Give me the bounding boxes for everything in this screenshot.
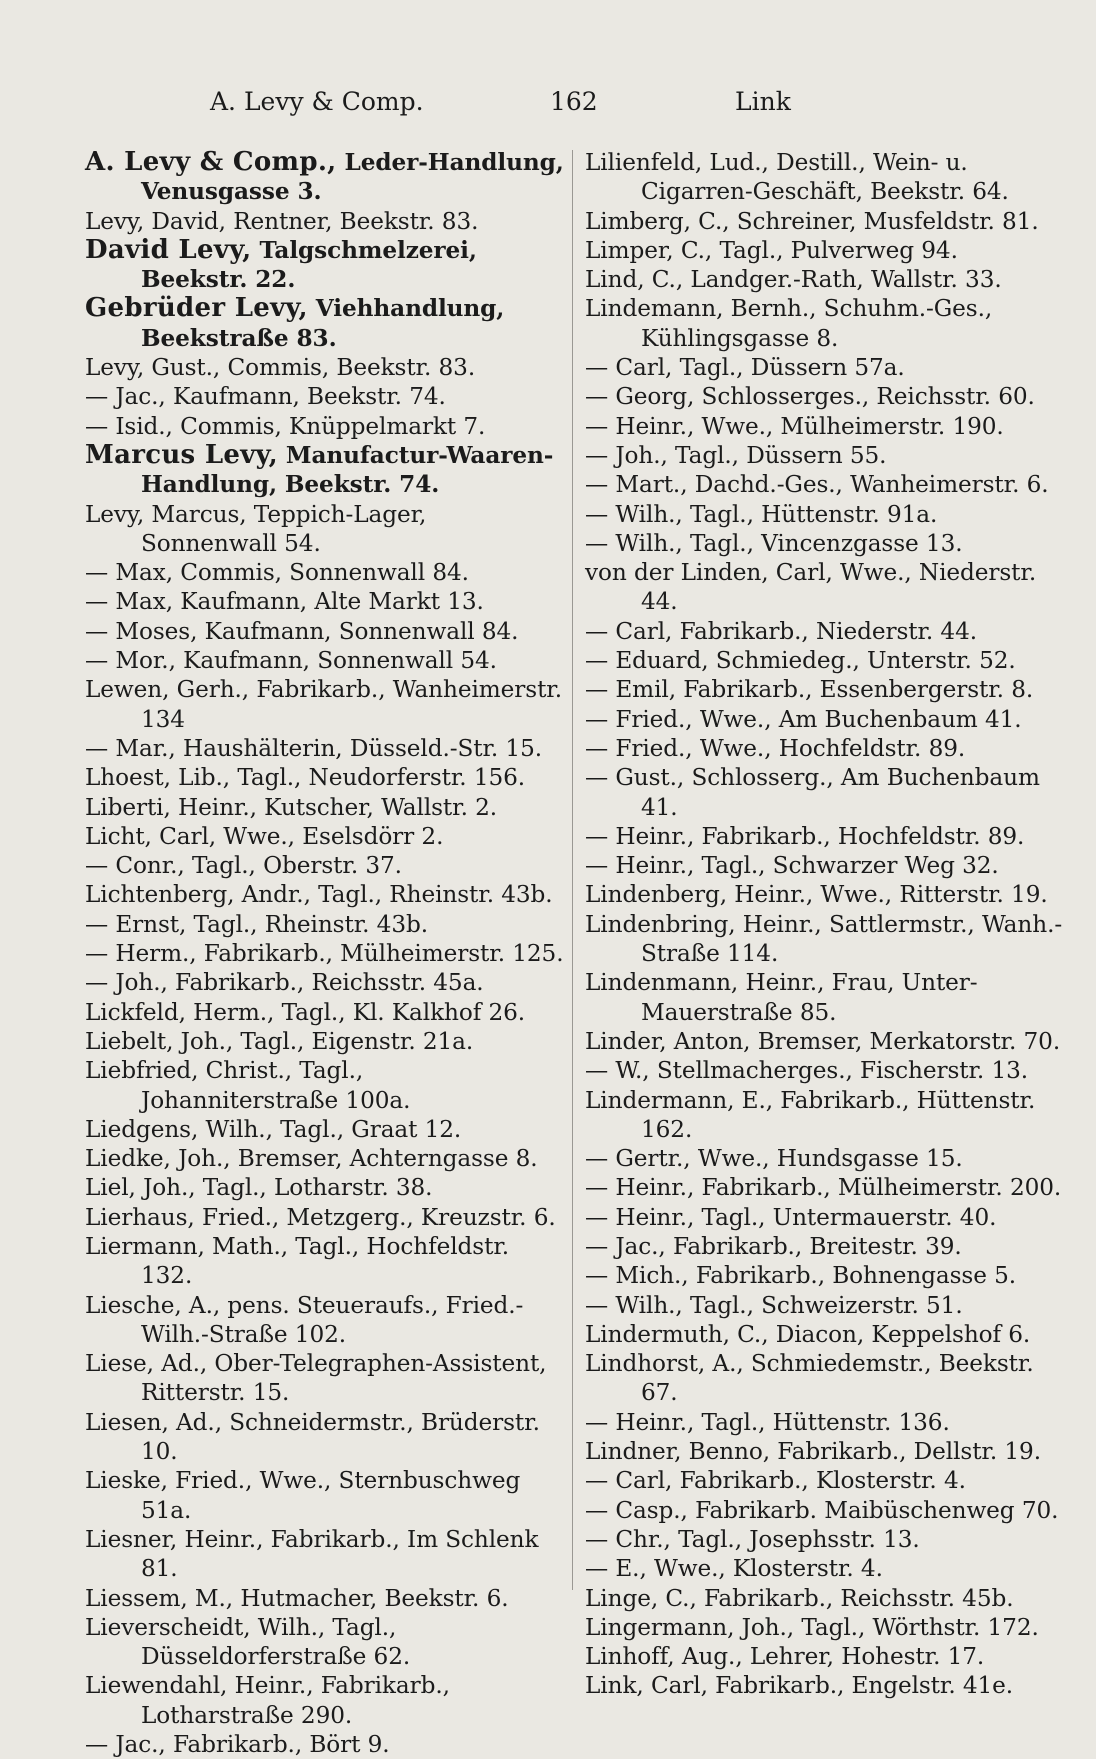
directory-entry [85, 968, 567, 997]
directory-entry [585, 441, 1067, 470]
directory-entry [585, 207, 1067, 236]
directory-entry [585, 1027, 1067, 1056]
directory-entry [585, 382, 1067, 411]
directory-entry [85, 412, 567, 441]
directory-entry [585, 1613, 1067, 1642]
directory-entry [85, 646, 567, 675]
entry-text: — Heinr., Fabrikarb., Hochfeldstr. 89. [585, 822, 1025, 850]
entry-text: — E., Wwe., Klosterstr. 4. [585, 1555, 883, 1583]
entry-text: Levy, David, Rentner, Beekstr. 83. [85, 207, 479, 235]
directory-entry [585, 763, 1067, 822]
entry-text: — Mar., Haushälterin, Düsseld.-Str. 15. [85, 734, 543, 762]
directory-entry [585, 1291, 1067, 1320]
directory-entry [85, 880, 567, 909]
directory-entry [85, 1584, 567, 1613]
directory-entry [85, 734, 567, 763]
entry-text: — Jac., Kaufmann, Beekstr. 74. [85, 383, 446, 411]
directory-entry [85, 939, 567, 968]
directory-entry [85, 353, 567, 382]
right-column [585, 148, 1067, 1701]
entry-text: — Fried., Wwe., Am Buchenbaum 41. [585, 705, 1022, 733]
entry-text: — Wilh., Tagl., Vincenzgasse 13. [585, 529, 963, 557]
directory-entry [585, 294, 1067, 353]
directory-entry [85, 1466, 567, 1525]
entry-text: — Mich., Fabrikarb., Bohnengasse 5. [585, 1262, 1017, 1290]
directory-entry [85, 1027, 567, 1056]
entry-text: — Casp., Fabrikarb. Maibüschenweg 70. [585, 1496, 1059, 1524]
directory-entry [85, 1671, 567, 1730]
entry-text: Talgschmelzerei, Beekstr. 22. [141, 236, 477, 294]
entry-text: — W., Stellmacherges., Fischerstr. 13. [585, 1057, 1029, 1085]
directory-entry [585, 1525, 1067, 1554]
directory-entry [585, 880, 1067, 909]
directory-entry [85, 236, 567, 295]
entry-text: Lichtenberg, Andr., Tagl., Rheinstr. 43b. [85, 881, 553, 909]
directory-entry [585, 1349, 1067, 1408]
directory-entry [85, 851, 567, 880]
entry-text: Leder-Handlung, Venusgasse 3. [141, 149, 564, 206]
directory-entry [585, 1466, 1067, 1495]
entry-text: — Joh., Tagl., Düssern 55. [585, 441, 887, 469]
entry-text: Lindhorst, A., Schmiedemstr., Beekstr. 67. [585, 1350, 1034, 1407]
entry-text: Liberti, Heinr., Kutscher, Wallstr. 2. [85, 793, 498, 821]
entry-text: Liel, Joh., Tagl., Lotharstr. 38. [85, 1174, 433, 1202]
entry-text: Licht, Carl, Wwe., Eselsdörr 2. [85, 822, 444, 850]
directory-entry [585, 1496, 1067, 1525]
directory-entry [585, 1203, 1067, 1232]
directory-entry [585, 1232, 1067, 1261]
directory-entry [85, 1408, 567, 1467]
running-header [90, 82, 1050, 122]
column-divider [572, 150, 573, 1590]
entry-text: — Mor., Kaufmann, Sonnenwall 54. [85, 647, 497, 675]
directory-entry [585, 1408, 1067, 1437]
directory-entry [585, 617, 1067, 646]
entry-text: — Joh., Fabrikarb., Reichsstr. 45a. [85, 969, 484, 997]
entry-text: — Max, Kaufmann, Alte Markt 13. [85, 588, 484, 616]
entry-text: Linhoff, Aug., Lehrer, Hohestr. 17. [585, 1643, 985, 1671]
directory-entry [585, 236, 1067, 265]
page-number: 162 [550, 87, 598, 116]
entry-text: — Georg, Schlosserges., Reichsstr. 60. [585, 383, 1035, 411]
entry-text: Lindenbring, Heinr., Sattlermstr., Wanh.-Straße 114. [585, 910, 1063, 968]
entry-text: Liessem, M., Hutmacher, Beekstr. 6. [85, 1584, 509, 1612]
entry-text: — Isid., Commis, Knüppelmarkt 7. [85, 412, 486, 440]
directory-entry [585, 910, 1067, 969]
left-column [85, 148, 567, 1759]
directory-entry [85, 1144, 567, 1173]
entry-text: — Herm., Fabrikarb., Mülheimerstr. 125. [85, 940, 564, 968]
directory-entry [85, 793, 567, 822]
directory-entry [85, 441, 567, 500]
entry-text: Lindemann, Bernh., Schuhm.-Ges., Kühlingsgasse 8. [585, 295, 993, 352]
entry-text: von der Linden, Carl, Wwe., Niederstr. 44. [585, 559, 1037, 616]
directory-entry [585, 148, 1067, 207]
directory-entry [85, 500, 567, 559]
directory-entry [585, 1671, 1067, 1700]
entry-text: — Fried., Wwe., Hochfeldstr. 89. [585, 734, 966, 762]
directory-entry [585, 968, 1067, 1027]
entry-text: Lickfeld, Herm., Tagl., Kl. Kalkhof 26. [85, 998, 526, 1026]
entry-text: Lingermann, Joh., Tagl., Wörthstr. 172. [585, 1613, 1039, 1641]
entry-text: Liebfried, Christ., Tagl., Johanniterstraße 100a. [85, 1057, 411, 1114]
directory-entry [85, 763, 567, 792]
entry-text: Levy, Marcus, Teppich-Lager, Sonnenwall 54. [85, 500, 427, 557]
header-right: Link [735, 87, 791, 116]
directory-entry [585, 1437, 1067, 1466]
entry-text: Lindermann, E., Fabrikarb., Hüttenstr. 162. [585, 1086, 1036, 1143]
entry-text: Limberg, C., Schreiner, Musfeldstr. 81. [585, 207, 1039, 235]
entry-text: — Max, Commis, Sonnenwall 84. [85, 559, 469, 587]
entry-firm-name: A. Levy & Comp., [85, 147, 337, 177]
entry-text: — Chr., Tagl., Josephsstr. 13. [585, 1525, 920, 1553]
directory-entry [585, 1320, 1067, 1349]
entry-text: — Gertr., Wwe., Hundsgasse 15. [585, 1145, 963, 1173]
entry-text: — Jac., Fabrikarb., Bört 9. [85, 1731, 390, 1759]
entry-text: Manufactur-Waaren-Handlung, Beekstr. 74. [141, 441, 554, 499]
entry-text: — Moses, Kaufmann, Sonnenwall 84. [85, 617, 519, 645]
directory-entry [585, 558, 1067, 617]
entry-text: Link, Carl, Fabrikarb., Engelstr. 41e. [585, 1672, 1014, 1700]
directory-entry [85, 207, 567, 236]
directory-entry [85, 1613, 567, 1672]
entry-text: Lindenberg, Heinr., Wwe., Ritterstr. 19. [585, 881, 1048, 909]
directory-entry [85, 587, 567, 616]
entry-text: Levy, Gust., Commis, Beekstr. 83. [85, 354, 476, 382]
entry-text: — Gust., Schlosserg., Am Buchenbaum 41. [585, 764, 1040, 821]
entry-text: — Ernst, Tagl., Rheinstr. 43b. [85, 910, 428, 938]
entry-text: Lewen, Gerh., Fabrikarb., Wanheimerstr. 134 [85, 676, 562, 733]
directory-entry [585, 529, 1067, 558]
directory-entry [585, 500, 1067, 529]
entry-text: Liesen, Ad., Schneidermstr., Brüderstr. 10. [85, 1408, 540, 1466]
entry-text: Liesner, Heinr., Fabrikarb., Im Schlenk 81. [85, 1525, 539, 1583]
entry-text: Lieske, Fried., Wwe., Sternbuschweg 51a. [85, 1467, 521, 1524]
entry-text: Liedgens, Wilh., Tagl., Graat 12. [85, 1115, 462, 1143]
entry-text: — Wilh., Tagl., Hüttenstr. 91a. [585, 500, 938, 528]
directory-entry [85, 1173, 567, 1202]
directory-entry [585, 734, 1067, 763]
directory-entry [85, 998, 567, 1027]
entry-text: Lierhaus, Fried., Metzgerg., Kreuzstr. 6. [85, 1203, 556, 1231]
directory-entry [85, 910, 567, 939]
directory-entry [585, 1642, 1067, 1671]
directory-entry [585, 675, 1067, 704]
entry-text: Lieverscheidt, Wilh., Tagl., Düsseldorferstraße 62. [85, 1613, 411, 1671]
entry-text: — Heinr., Tagl., Hüttenstr. 136. [585, 1408, 950, 1436]
entry-text: Limper, C., Tagl., Pulverweg 94. [585, 236, 958, 264]
directory-entry [585, 265, 1067, 294]
directory-entry [85, 294, 567, 353]
entry-text: — Eduard, Schmiedeg., Unterstr. 52. [585, 647, 1016, 675]
entry-text: Linder, Anton, Bremser, Merkatorstr. 70. [585, 1027, 1061, 1055]
entry-text: Liewendahl, Heinr., Fabrikarb., Lotharstraße 290. [85, 1672, 450, 1729]
header-left: A. Levy & Comp. [210, 87, 424, 116]
directory-entry [585, 353, 1067, 382]
entry-text: — Mart., Dachd.-Ges., Wanheimerstr. 6. [585, 471, 1049, 499]
entry-text: Liermann, Math., Tagl., Hochfeldstr. 132. [85, 1232, 510, 1290]
entry-text: — Heinr., Tagl., Untermauerstr. 40. [585, 1203, 997, 1231]
entry-text: Viehhandlung, Beekstraße 83. [141, 295, 505, 352]
directory-entry [85, 1115, 567, 1144]
entry-firm-name: David Levy, [85, 234, 252, 265]
directory-entry [85, 1056, 567, 1115]
directory-entry [585, 470, 1067, 499]
entry-text: — Carl, Tagl., Düssern 57a. [585, 354, 905, 382]
entry-text: — Carl, Fabrikarb., Klosterstr. 4. [585, 1467, 966, 1495]
directory-entry [85, 617, 567, 646]
directory-entry [85, 1349, 567, 1408]
entry-text: Lind, C., Landger.-Rath, Wallstr. 33. [585, 266, 1002, 294]
entry-text: — Heinr., Fabrikarb., Mülheimerstr. 200. [585, 1174, 1062, 1202]
directory-entry [585, 646, 1067, 675]
directory-entry [85, 148, 567, 207]
directory-entry [85, 382, 567, 411]
directory-entry [85, 1525, 567, 1584]
entry-text: Lindenmann, Heinr., Frau, Unter-Mauerstraße 85. [585, 969, 978, 1026]
entry-text: Lindner, Benno, Fabrikarb., Dellstr. 19. [585, 1438, 1041, 1466]
directory-entry [585, 1144, 1067, 1173]
entry-text: — Carl, Fabrikarb., Niederstr. 44. [585, 617, 978, 645]
entry-text: — Wilh., Tagl., Schweizerstr. 51. [585, 1291, 963, 1319]
directory-entry [585, 1086, 1067, 1145]
entry-text: Lilienfeld, Lud., Destill., Wein- u. Cigarren-Geschäft, Beekstr. 64. [585, 149, 1009, 206]
entry-text: Linge, C., Fabrikarb., Reichsstr. 45b. [585, 1584, 1014, 1612]
directory-entry [585, 1554, 1067, 1583]
directory-entry [85, 1291, 567, 1350]
directory-entry [585, 1056, 1067, 1085]
entry-text: Lindermuth, C., Diacon, Keppelshof 6. [585, 1320, 1031, 1348]
directory-entry [85, 558, 567, 587]
entry-text: Lhoest, Lib., Tagl., Neudorferstr. 156. [85, 764, 526, 792]
directory-entry [585, 822, 1067, 851]
entry-firm-name: Gebrüder Levy, [85, 293, 308, 324]
directory-entry [85, 822, 567, 851]
entry-text: Liesche, A., pens. Steueraufs., Fried.-Wilh.-Straße 102. [85, 1291, 524, 1348]
entry-text: — Heinr., Tagl., Schwarzer Weg 32. [585, 852, 999, 880]
directory-entry [585, 705, 1067, 734]
directory-entry [85, 1730, 567, 1759]
entry-text: — Conr., Tagl., Oberstr. 37. [85, 852, 402, 880]
entry-firm-name: Marcus Levy, [85, 439, 278, 470]
entry-text: — Emil, Fabrikarb., Essenbergerstr. 8. [585, 676, 1034, 704]
entry-text: Liese, Ad., Ober-Telegraphen-Assistent, Ritterstr. 15. [85, 1350, 547, 1407]
entry-text: — Jac., Fabrikarb., Breitestr. 39. [585, 1232, 962, 1260]
directory-entry [585, 851, 1067, 880]
directory-entry [85, 1232, 567, 1291]
entry-text: Liedke, Joh., Bremser, Achterngasse 8. [85, 1145, 538, 1173]
directory-entry [585, 1584, 1067, 1613]
directory-entry [585, 412, 1067, 441]
directory-entry [585, 1261, 1067, 1290]
entry-text: Liebelt, Joh., Tagl., Eigenstr. 21a. [85, 1027, 474, 1055]
directory-entry [585, 1173, 1067, 1202]
directory-entry [85, 1203, 567, 1232]
entry-text: — Heinr., Wwe., Mülheimerstr. 190. [585, 412, 1004, 440]
directory-entry [85, 675, 567, 734]
